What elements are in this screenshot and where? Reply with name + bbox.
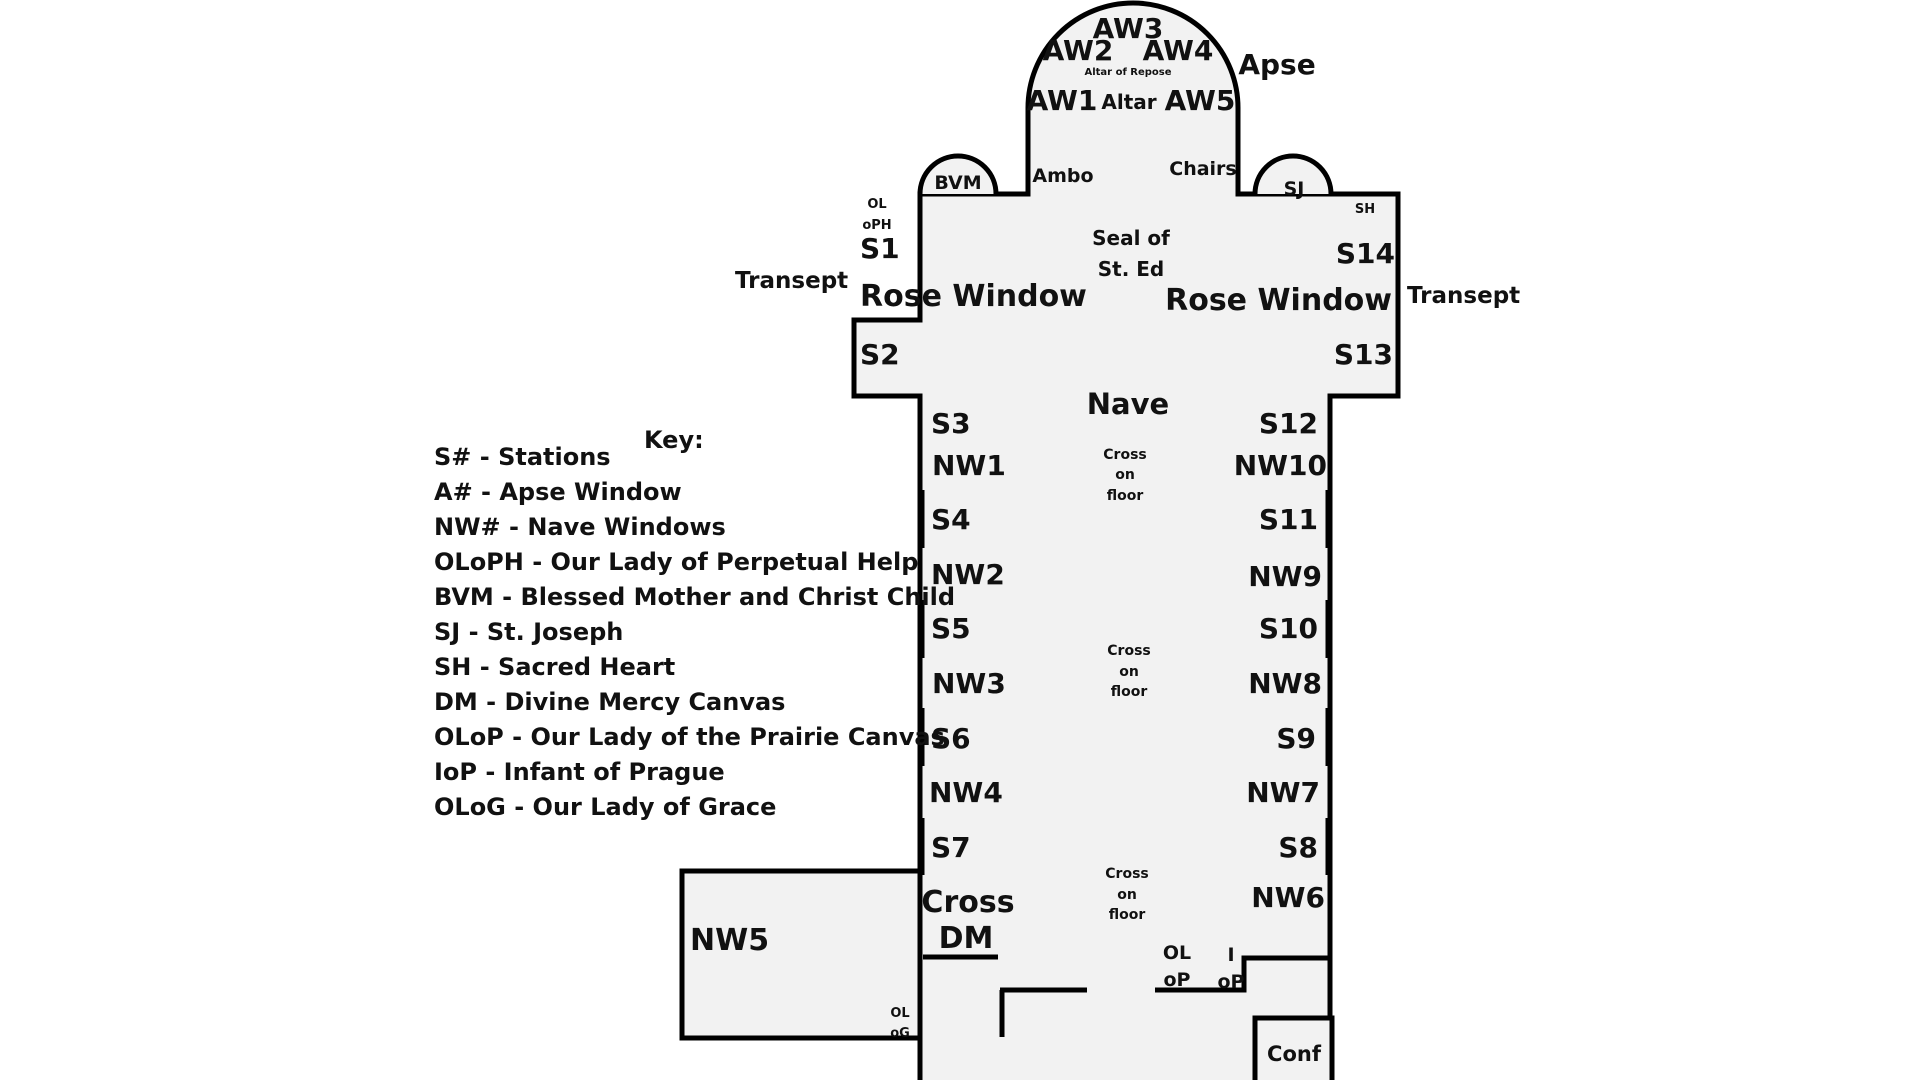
label-s9: S9 — [1276, 722, 1316, 755]
label-nw1: NW1 — [932, 449, 1006, 482]
label-cross-floor-2-a: Cross — [1107, 643, 1151, 659]
label-olph-line1: OL — [867, 197, 887, 212]
label-aw1: AW1 — [1026, 84, 1098, 117]
key-item: S# - Stations — [434, 443, 611, 471]
label-cross-floor-1-a: Cross — [1103, 447, 1147, 463]
label-altar: Altar — [1101, 90, 1157, 114]
label-s6: S6 — [931, 722, 971, 755]
label-nw6: NW6 — [1251, 881, 1325, 914]
key-item: SJ - St. Joseph — [434, 618, 624, 646]
label-nave: Nave — [1086, 387, 1170, 421]
label-olog-line2: oG — [890, 1026, 910, 1041]
label-nw9: NW9 — [1248, 560, 1322, 593]
key-item: A# - Apse Window — [434, 478, 682, 506]
label-seal-line1: Seal of — [1092, 226, 1170, 250]
label-s2: S2 — [860, 338, 900, 371]
label-cross-floor-1-c: floor — [1106, 488, 1144, 504]
label-nw10: NW10 — [1233, 449, 1327, 482]
label-chairs: Chairs — [1169, 158, 1237, 180]
label-s4: S4 — [931, 503, 971, 536]
label-cross-floor-1-b: on — [1115, 467, 1135, 483]
label-conf: Conf — [1267, 1042, 1321, 1066]
key-item: OLoP - Our Lady of the Prairie Canvas — [434, 723, 945, 751]
label-altar-of-repose: Altar of Repose — [1084, 67, 1172, 78]
label-nw8: NW8 — [1248, 667, 1322, 700]
label-iop-line2: oP — [1217, 971, 1245, 993]
label-dm: DM — [938, 921, 994, 956]
label-olph-line2: oPH — [862, 218, 892, 233]
label-apse: Apse — [1238, 48, 1316, 81]
label-cross: Cross — [921, 885, 1015, 920]
label-nw4: NW4 — [929, 776, 1003, 809]
label-aw4: AW4 — [1142, 34, 1214, 67]
label-iop-line1: I — [1227, 944, 1235, 966]
label-s1: S1 — [860, 232, 900, 265]
label-sh: SH — [1354, 202, 1376, 217]
label-s3: S3 — [931, 407, 971, 440]
label-olop-line1: OL — [1162, 942, 1192, 964]
label-cross-floor-3-b: on — [1117, 887, 1137, 903]
label-nw3: NW3 — [932, 667, 1006, 700]
label-s8: S8 — [1278, 831, 1318, 864]
label-sj: SJ — [1283, 178, 1305, 200]
label-nw2: NW2 — [931, 558, 1005, 591]
key-list — [434, 440, 955, 825]
key-item: OLoG - Our Lady of Grace — [434, 793, 777, 821]
label-transept-right: Transept — [1407, 283, 1521, 309]
label-s11: S11 — [1258, 503, 1318, 536]
label-aw2: AW2 — [1042, 34, 1114, 67]
label-ambo: Ambo — [1032, 165, 1094, 187]
label-seal-line2: St. Ed — [1097, 257, 1165, 281]
key-item: SH - Sacred Heart — [434, 653, 676, 681]
label-transept-left: Transept — [735, 268, 849, 294]
label-aw3: AW3 — [1092, 12, 1164, 45]
label-olog-line1: OL — [890, 1006, 910, 1021]
label-cross-floor-3-a: Cross — [1105, 866, 1149, 882]
label-rose-window-right: Rose Window — [1165, 283, 1392, 318]
key-item: DM - Divine Mercy Canvas — [434, 688, 786, 716]
label-s13: S13 — [1333, 338, 1393, 371]
label-s14: S14 — [1335, 237, 1395, 270]
label-nw5: NW5 — [690, 923, 770, 958]
label-rose-window-left: Rose Window — [860, 279, 1087, 314]
label-bvm: BVM — [934, 172, 982, 194]
label-olop-line2: oP — [1163, 969, 1191, 991]
label-cross-floor-3-c: floor — [1108, 907, 1146, 923]
key-title: Key: — [644, 426, 704, 454]
key-item: BVM - Blessed Mother and Christ Child — [434, 583, 956, 611]
key-item: NW# - Nave Windows — [434, 513, 726, 541]
label-cross-floor-2-b: on — [1119, 664, 1139, 680]
label-s10: S10 — [1258, 612, 1318, 645]
label-s12: S12 — [1258, 407, 1318, 440]
label-s7: S7 — [931, 831, 971, 864]
label-s5: S5 — [931, 612, 971, 645]
key-item: IoP - Infant of Prague — [434, 758, 725, 786]
label-cross-floor-2-c: floor — [1110, 684, 1148, 700]
label-nw7: NW7 — [1246, 776, 1320, 809]
label-aw5: AW5 — [1164, 84, 1236, 117]
key-item: OLoPH - Our Lady of Perpetual Help — [434, 548, 919, 576]
